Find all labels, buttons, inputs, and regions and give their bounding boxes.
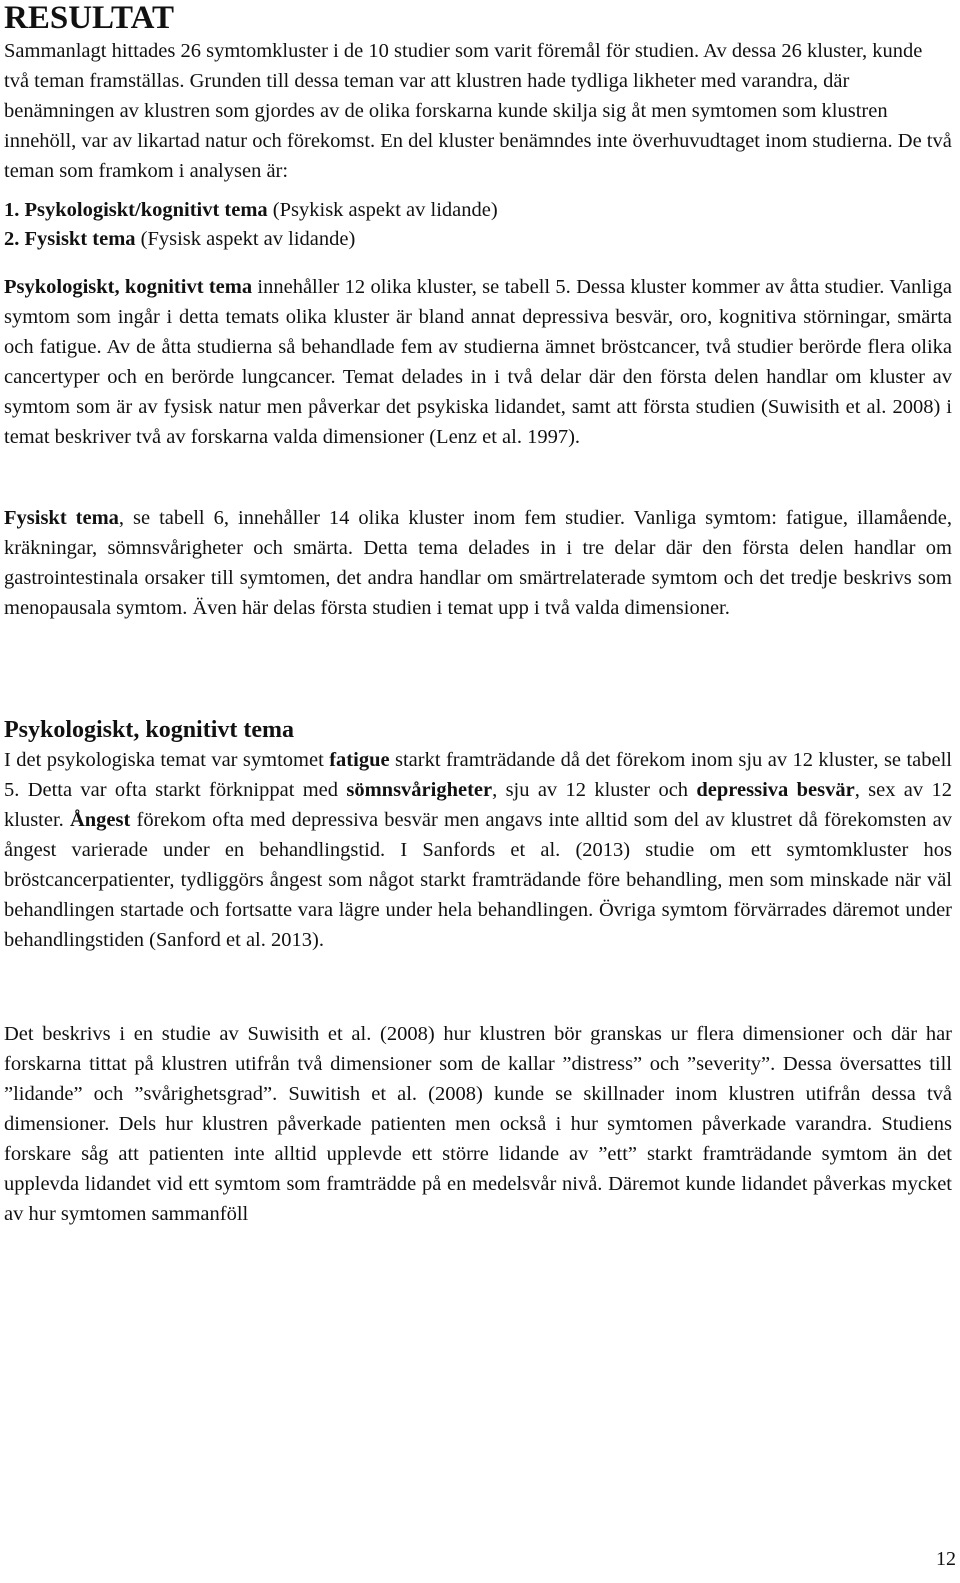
text-run: , sju av 12 kluster och: [492, 779, 697, 801]
fysiskt-lead: Fysiskt tema: [4, 507, 119, 529]
bold-term-depressiva-besvar: depressiva besvär: [696, 779, 855, 801]
section-heading: Psykologiskt, kognitivt tema: [4, 717, 295, 743]
theme-number: 1.: [4, 199, 20, 221]
theme-item-2: [4, 225, 952, 254]
theme-description: (Psykisk aspekt av lidande): [272, 199, 498, 221]
kognitivt-lead: Psykologiskt, kognitivt tema: [4, 276, 253, 298]
kognitivt-paragraph: [4, 272, 952, 452]
document-page: [4, 0, 952, 1229]
theme-description: (Fysisk aspekt av lidande): [140, 228, 356, 250]
page-number: 12: [936, 1548, 956, 1570]
bold-term-fatigue: fatigue: [329, 749, 390, 771]
suwisith-paragraph: Det beskrivs i en studie av Suwisith et al. (2008) hur klustren bör granskas ur flera dimensioner och där har forskarna tittat på klustren utifrån två dimensioner som de kallar ”distress” och ”severity”. Dessa översattes till ”lidande” och ”svårighetsgrad”. Suwitish et al. (2008) kunde se skillnader inom klustren utifrån dessa två dimensioner. Dels hur klustren påverkade patienten men också i hur symtomen påverkade varandra. Studiens forskare såg att patienten inte alltid upplevde ett större lidande av ”ett” starkt framträdande symtom än det upplevda lidandet vid ett symtom som framträdde på en medelsvår nivå. Däremot kunde lidandet påverkas mycket av hur symtomen sammanföll: [4, 1023, 952, 1225]
page-heading: RESULTAT: [4, 0, 174, 36]
intro-paragraph: Sammanlagt hittades 26 symtomkluster i de 10 studier som varit föremål för studien. Av dessa 26 kluster, kunde två teman framställas. Grunden till dessa teman var att klustren hade tydliga likheter med varandra, där benämningen av klustren som gjordes av de olika forskarna kunde skilja sig åt men symtomen som klustren innehöll, var av likartad natur och förekomst. En del kluster benämndes inte överhuvudtaget inom studierna. De två teman som framkom i analysen är:: [4, 40, 952, 182]
bold-term-angest: Ångest: [69, 809, 131, 831]
text-run: , sex av 12 kluster.: [4, 779, 952, 831]
text-run: förekom ofta med depressiva besvär men angavs inte alltid som del av klustret då förekomsten av ångest varierade under en behandlingstid. I Sanfords et al. (2013) studie om ett symtomkluster hos bröstcancerpatienter, tydliggörs ångest som något starkt framträdande före behandling, men som minskade när väl behandlingen startade och fortsatte vara lägre under hela behandlingen. Övriga symtom förvärrades däremot under behandlingstiden (Sanford et al. 2013).: [4, 809, 952, 951]
theme-number: 2.: [4, 228, 20, 250]
theme-title: Psykologiskt/kognitivt tema: [24, 199, 268, 221]
theme-list: [4, 196, 952, 254]
theme-title: Fysiskt tema: [24, 228, 136, 250]
kognitivt-text: innehåller 12 olika kluster, se tabell 5. Dessa kluster kommer av åtta studier. Vanliga symtom som ingår i detta temats olika kluster är bland annat depressiva besvär, oro, kognitiva störningar, smärta och fatigue. Av de åtta studierna så behandlade fem av studierna ämnet bröstcancer, två studier berörde flera olika cancertyper och en berörde lungcancer. Temat delades in i två delar där den första delen handlar om kluster av symtom som är av fysisk natur men påverkar det psykiska lidandet, samt att första studien (Suwisith et al. 2008) i temat beskriver två av forskarna valda dimensioner (Lenz et al. 1997).: [4, 276, 952, 448]
fysiskt-text: , se tabell 6, innehåller 14 olika kluster inom fem studier. Vanliga symtom: fatigue, illamående, kräkningar, sömnsvårigheter och smärta. Detta tema delades in i tre delar där den första delen handlar om gastrointestinala orsaker till symtomen, det andra handlar om smärtrelaterade symtom och det tredje beskrivs som menopausala symtom. Även här delas första studien i temat upp i två valda dimensioner.: [4, 507, 953, 619]
text-run: I det psykologiska temat var symtomet: [4, 749, 330, 771]
theme-item-1: [4, 196, 952, 225]
bold-term-somnsvarigheter: sömnsvårigheter: [346, 779, 493, 801]
psykologiskt-paragraph: [4, 745, 952, 955]
text-run: starkt framträdande då det förekom inom sju av 12 kluster, se tabell 5. Detta var ofta starkt förknippat med: [4, 749, 952, 801]
fysiskt-paragraph: [4, 503, 952, 623]
